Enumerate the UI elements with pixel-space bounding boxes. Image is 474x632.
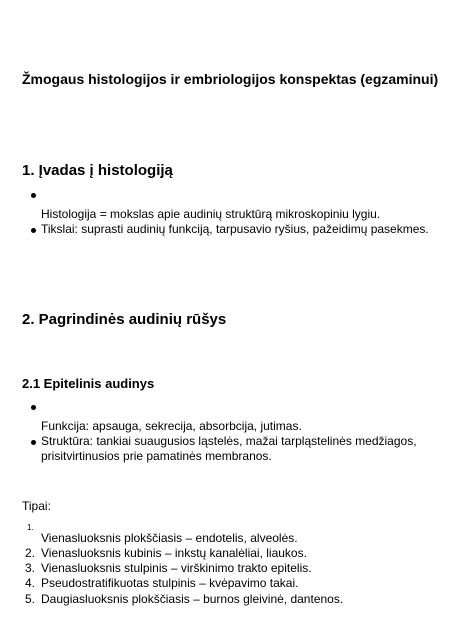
- list-number: 1.: [27, 523, 34, 532]
- subsection-heading: 2.1 Epitelinis audinys: [22, 376, 155, 391]
- section-1-heading: 1. Įvadas į histologiją: [22, 162, 173, 179]
- list-item-continuation: prisitvirtinusios prie pamatinės membranos.: [41, 449, 272, 463]
- document-title: Žmogaus histologijos ir embriologijos konspektas (egzaminui): [22, 71, 439, 87]
- list-number: 5.: [24, 592, 35, 606]
- numbered-item: Daugiasluoksnis plokščiasis – burnos gleivinė, dantenos.: [41, 592, 344, 606]
- list-item: Histologija = mokslas apie audinių struktūrą mikroskopiniu lygiu.: [41, 207, 381, 221]
- list-item: Funkcija: apsauga, sekrecija, absorbcija, jutimas.: [41, 419, 302, 433]
- bullet-marker: [31, 440, 36, 445]
- list-number: 2.: [24, 546, 35, 560]
- numbered-item: Pseudostratifikuotas stulpinis – kvėpavimo takai.: [41, 576, 299, 590]
- list-number: 4.: [24, 576, 35, 590]
- list-item: Tikslai: suprasti audinių funkciją, tarpusavio ryšius, pažeidimų pasekmes.: [41, 222, 429, 236]
- bullet-marker: [31, 193, 36, 198]
- section-2-heading: 2. Pagrindinės audinių rūšys: [22, 311, 227, 328]
- types-label: Tipai:: [22, 499, 51, 513]
- numbered-item: Vienasluoksnis stulpinis – virškinimo trakto epitelis.: [41, 561, 312, 575]
- bullet-marker: [31, 228, 36, 233]
- numbered-item: Vienasluoksnis kubinis – inkstų kanalėliai, liaukos.: [41, 546, 307, 560]
- list-number: 3.: [24, 561, 35, 575]
- list-item: Struktūra: tankiai suaugusios ląstelės, mažai tarpląstelinės medžiagos,: [41, 434, 417, 448]
- bullet-marker: [31, 405, 36, 410]
- numbered-item: Vienasluoksnis plokščiasis – endotelis, alveolės.: [41, 531, 298, 545]
